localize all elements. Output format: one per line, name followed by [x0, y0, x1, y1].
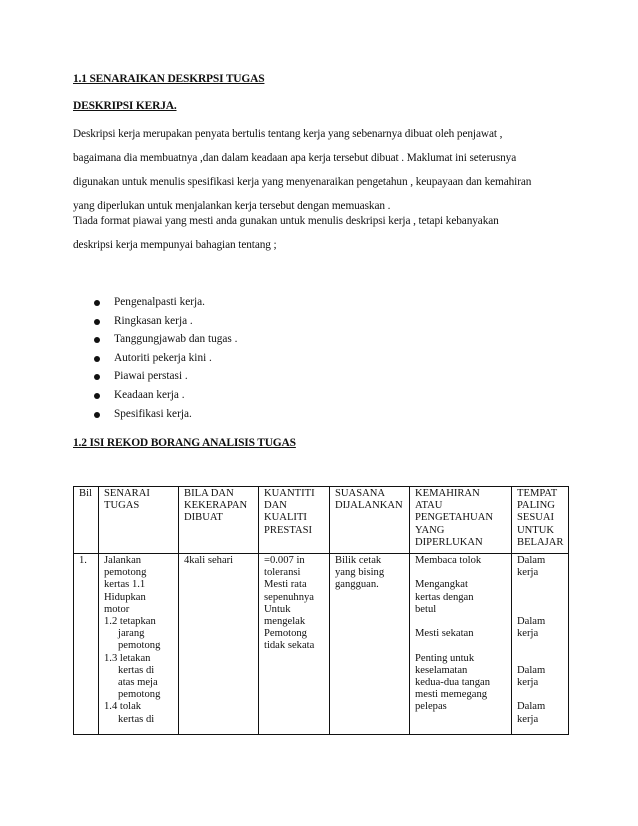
cell-kuantiti: =0.007 in toleransi Mesti rata sepenuhnya Untuk mengelak Pemotong tidak sekata: [259, 554, 330, 735]
section-heading-1-2: 1.2 ISI REKOD BORANG ANALISIS TUGAS: [73, 437, 296, 449]
header-bila-kekerapan: BILA DAN KEKERAPAN DIBUAT: [179, 487, 259, 554]
cell-senarai: Jalankan pemotong kertas 1.1 Hidupkan motor 1.2 tetapkan jarang pemotong 1.3 letakan kertas di atas meja pemotong 1.4 tolak kertas di: [99, 554, 179, 735]
paragraph-line: deskripsi kerja mempunyai bahagian tentang ;: [73, 239, 277, 251]
header-tempat: TEMPAT PALING SESUAI UNTUK BELAJAR: [512, 487, 569, 554]
table-header-row: [74, 487, 569, 554]
task-analysis-table: [73, 486, 569, 735]
paragraph-line: Deskripsi kerja merupakan penyata bertulis tentang kerja yang sebenarnya dibuat oleh penjawat ,: [73, 128, 503, 140]
bullet-list: [94, 293, 237, 423]
cell-bila: 4kali sehari: [179, 554, 259, 735]
header-senarai-tugas: SENARAI TUGAS: [99, 487, 179, 554]
bullet-item: Piawai perstasi .: [94, 367, 237, 386]
header-bil: Bil: [74, 487, 99, 554]
cell-suasana: Bilik cetak yang bising gangguan.: [330, 554, 410, 735]
bullet-item: Ringkasan kerja .: [94, 312, 237, 331]
subheading-deskripsi-kerja: DESKRIPSI KERJA.: [73, 100, 177, 112]
table-row: [74, 554, 569, 735]
header-suasana: SUASANA DIJALANKAN: [330, 487, 410, 554]
bullet-item: Tanggungjawab dan tugas .: [94, 330, 237, 349]
cell-bil: 1.: [74, 554, 99, 735]
paragraph-line: Tiada format piawai yang mesti anda gunakan untuk menulis deskripsi kerja , tetapi kebanyakan: [73, 215, 499, 227]
bullet-item: Spesifikasi kerja.: [94, 405, 237, 424]
bullet-item: Autoriti pekerja kini .: [94, 349, 237, 368]
bullet-item: Keadaan kerja .: [94, 386, 237, 405]
header-kemahiran: KEMAHIRAN ATAU PENGETAHUAN YANG DIPERLUKAN: [410, 487, 512, 554]
bullet-item: Pengenalpasti kerja.: [94, 293, 237, 312]
header-kuantiti-kualiti: KUANTITI DAN KUALITI PRESTASI: [259, 487, 330, 554]
paragraph-line: bagaimana dia membuatnya ,dan dalam keadaan apa kerja tersebut dibuat . Maklumat ini seterusnya: [73, 152, 517, 164]
cell-kemahiran: Membaca tolok Mengangkat kertas dengan betul Mesti sekatan Penting untuk keselamatan kedua-dua tangan mesti memegang pelepas: [410, 554, 512, 735]
paragraph-line: yang diperlukan untuk menjalankan kerja tersebut dengan memuaskan .: [73, 200, 391, 212]
paragraph-line: digunakan untuk menulis spesifikasi kerja yang menyenaraikan pengetahun , keupayaan dan kemahiran: [73, 176, 532, 188]
section-heading-1-1: 1.1 SENARAIKAN DESKRPSI TUGAS: [73, 73, 265, 85]
cell-tempat: Dalam kerja Dalam kerja Dalam kerja Dalam kerja: [512, 554, 569, 735]
